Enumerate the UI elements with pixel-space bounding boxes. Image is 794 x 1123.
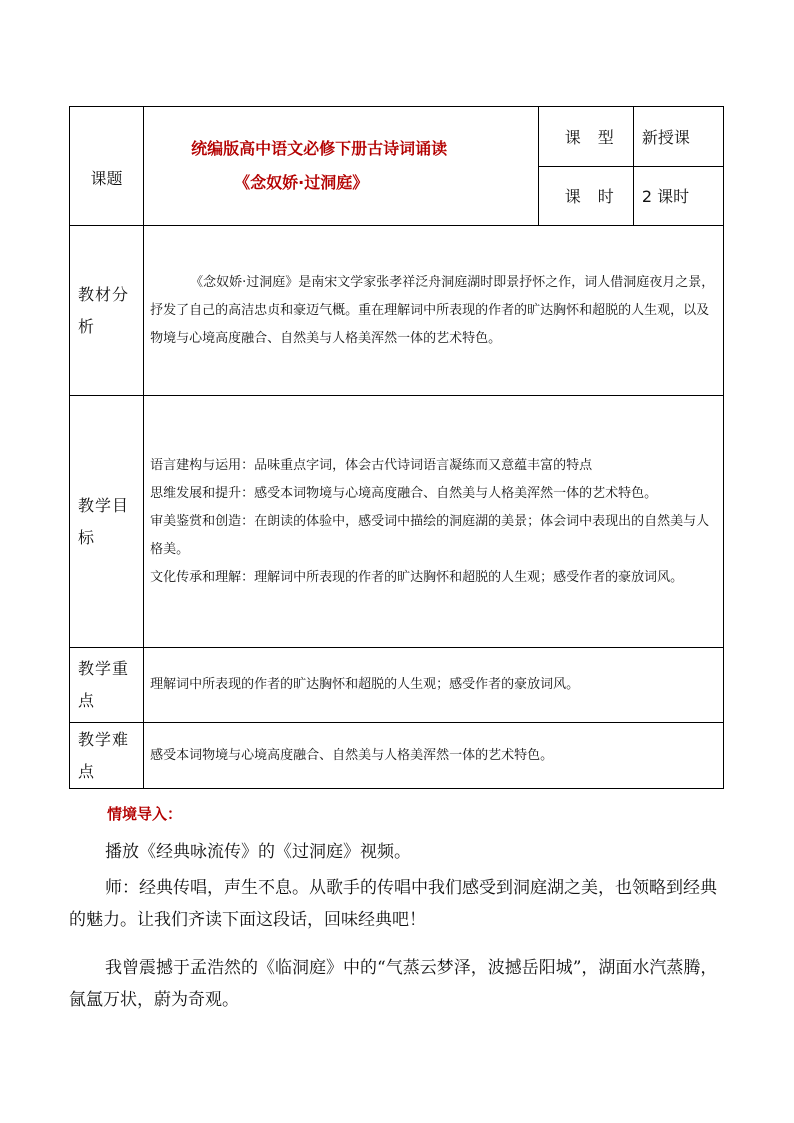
body-paragraph-1: 播放《经典咏流传》的《过洞庭》视频。 bbox=[105, 842, 411, 862]
lesson-period-value: 2 课时 bbox=[633, 166, 723, 226]
goal-item: 文化传承和理解：理解词中所表现的作者的旷达胸怀和超脱的人生观；感受作者的豪放词风。 bbox=[150, 569, 684, 585]
body-paragraph-2: 师：经典传唱，声生不息。从歌手的传唱中我们感受到洞庭湖之美，也领略到经典的魅力。让我们齐读下面这段话，回味经典吧！ bbox=[69, 878, 717, 930]
key-points-text: 理解词中所表现的作者的旷达胸怀和超脱的人生观；感受作者的豪放词风。 bbox=[144, 648, 724, 723]
lesson-title-line1: 统编版高中语文必修下册古诗词诵读 bbox=[191, 139, 448, 158]
topic-label: 课题 bbox=[70, 107, 144, 226]
analysis-label: 教材分析 bbox=[70, 226, 144, 396]
goal-item: 语言建构与运用：品味重点字词，体会古代诗词语言凝练而又意蕴丰富的特点 bbox=[150, 457, 593, 473]
goals-list bbox=[144, 396, 724, 648]
lesson-type-label: 课 型 bbox=[538, 107, 633, 167]
difficulty-text: 感受本词物境与心境高度融合、自然美与人格美浑然一体的艺术特色。 bbox=[144, 723, 724, 789]
lesson-title-line2: 《念奴娇·过洞庭》 bbox=[234, 173, 369, 192]
lesson-period-label: 课 时 bbox=[538, 166, 633, 226]
body-paragraph-3: 我曾震撼于孟浩然的《临洞庭》中的“气蒸云梦泽，波撼岳阳城”，湖面水汽蒸腾，氤氲万状，蔚为奇观。 bbox=[69, 958, 718, 1010]
goal-item: 思维发展和提升：感受本词物境与心境高度融合、自然美与人格美浑然一体的艺术特色。 bbox=[150, 485, 658, 501]
difficulty-label: 教学难点 bbox=[70, 723, 144, 789]
key-points-label: 教学重点 bbox=[70, 648, 144, 723]
lesson-plan-table bbox=[69, 106, 724, 789]
lesson-type-value: 新授课 bbox=[633, 107, 723, 167]
goal-item: 审美鉴赏和创造：在朗读的体验中，感受词中描绘的洞庭湖的美景；体会词中表现出的自然美与人格美。 bbox=[150, 513, 710, 557]
goals-label: 教学目标 bbox=[70, 396, 144, 648]
lesson-title-cell bbox=[144, 107, 539, 226]
lead-in-heading: 情境导入： bbox=[107, 805, 183, 823]
analysis-text: 《念奴娇·过洞庭》是南宋文学家张孝祥泛舟洞庭湖时即景抒怀之作，词人借洞庭夜月之景，抒发了自己的高洁忠贞和豪迈气概。重在理解词中所表现的作者的旷达胸怀和超脱的人生观，以及物境与心境高度融合、自然美与人格美浑然一体的艺术特色。 bbox=[144, 226, 724, 396]
